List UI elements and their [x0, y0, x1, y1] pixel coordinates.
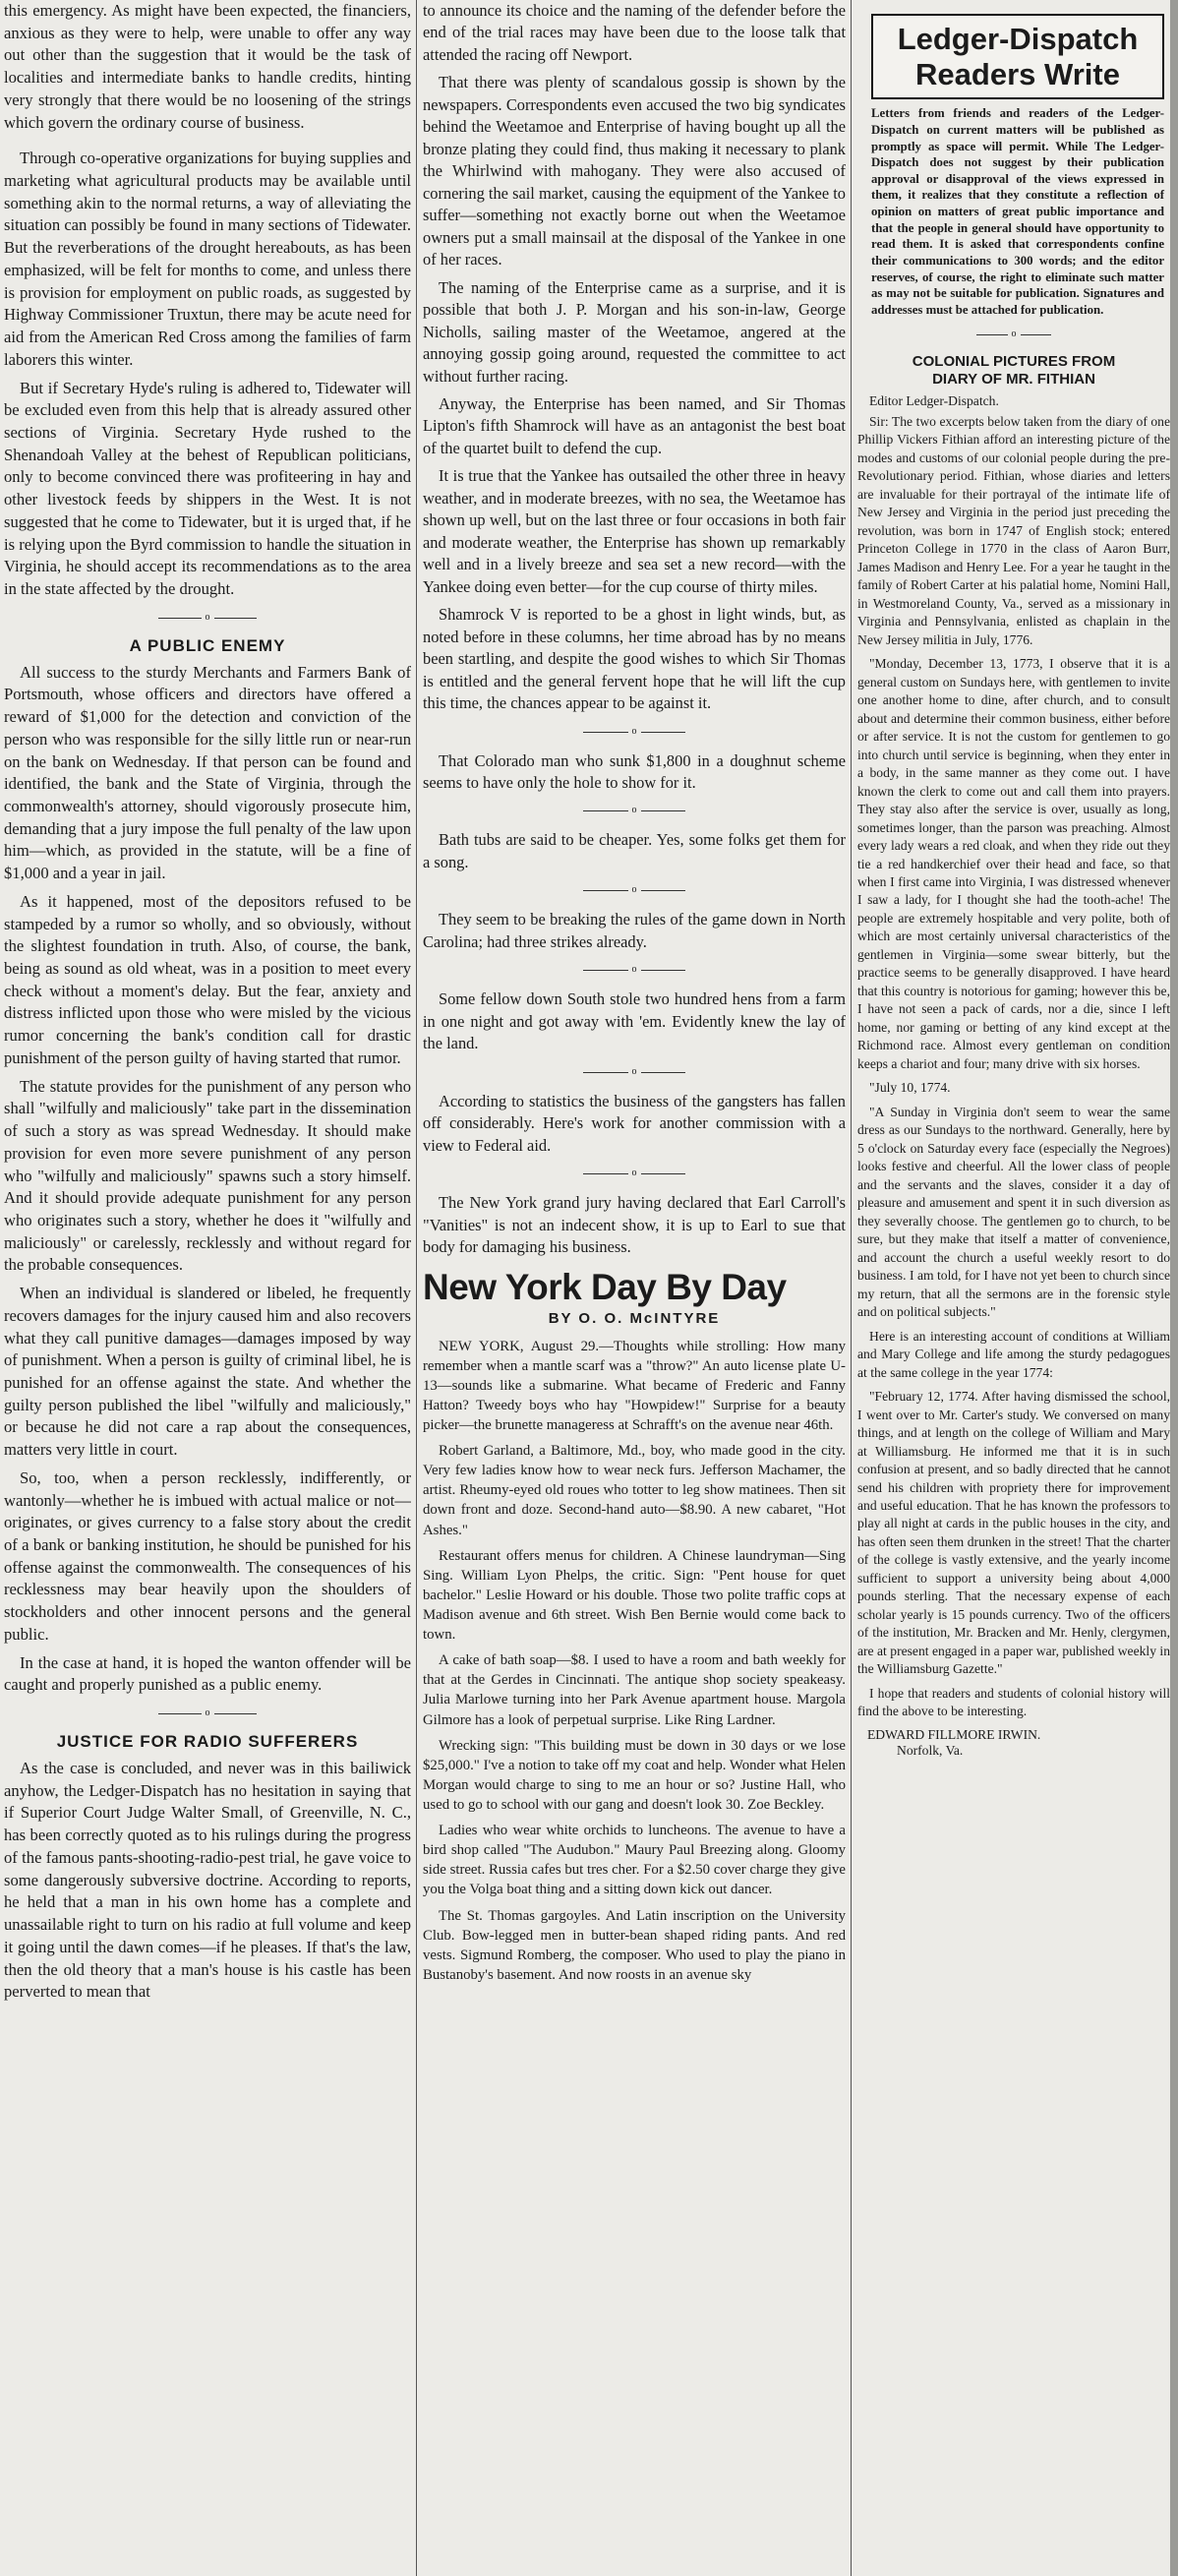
paragraph: Anyway, the Enterprise has been named, and Sir Thomas Lipton's fifth Shamrock will have as an antagonist the best boat of the quartet built to defend the cup. [423, 393, 846, 457]
paragraph: to announce its choice and the naming of the defender before the end of the trial races may have been due to the loose talk that attended the racing off Newport. [423, 1, 846, 64]
masthead-line: Readers Write [915, 56, 1120, 91]
separator: o [4, 613, 411, 623]
paragraph: Through co-operative organizations for buying supplies and marketing what agricultural products may be available until something akin to the normal returns, a way of alleviating the situation can possibly be found in many sections of Tidewater. But the reverberations of the drought hereabouts, as has been emphasized, will be felt for months to come, and unless there is provision for employment on public roads, as suggested by Highway Commissioner Truxtun, there may be acute need for aid from the American Red Cross among the families of farm laborers this winter. [4, 149, 411, 369]
paragraph: Wrecking sign: "This building must be down in 30 days or we lose $25,000." I've a notion to take off my coat and help. Wonder what Helen Morgan would charge to sing to me an hour or so? Justine Hall, who used to go to school with our gang and doesn't look 30. Zoe Beckley. [423, 1737, 846, 1813]
paragraph: Ladies who wear white orchids to luncheons. The avenue to have a bird shop called "The Audubon." Maury Paul Breezing along. Gloomy side street. Russia cafes but tres cher. For a $2.50 cover charge they give you the Volga boat thing and a sitting down kick out dancer. [423, 1823, 846, 1898]
paragraph: "A Sunday in Virginia don't seem to wear the same dress as our Sundays to the northward. Generally, here by 5 o'clock on Saturday every face (especially the Negroes) looks festive and cheerful. All the lower class of people and the servants and the slaves, consider it a day of pleasure and amusement and spent it in such diversion as they severally choose. The gentlemen go to church, to be sure, but they make that itself a matter of convenience, and account the church a useful weekly resort to do business. I am told, for I have not yet been to church since my return, that all the sermons are in the forensic style and on political subjects." [857, 1104, 1170, 1320]
radio-sufferers-editorial [4, 1732, 411, 2004]
paragraph: It is true that the Yankee has outsailed the other three in heavy weather, and in moderate breezes, with no sea, the Weetamoe has shown up well, but on the last three or four occasions in both fair and moderate weather, the Enterprise has shown up remarkably well and in a lively breeze and sea set a new record—with the Yankee doing even better—for the cup course of thirty miles. [423, 466, 846, 596]
separator: o [423, 1168, 846, 1178]
paragraph: NEW YORK, August 29.—Thoughts while strolling: How many remember when a mantle scarf was a "throw?" An auto license plate U-13—sounds like a submarine. What became of Frederic and Fanny Hatton? Tweedy boys who hay "Howpidew!" Surprise for a beauty picker—the brunette manageress at Schrafft's on the avenue near 46th. [423, 1338, 846, 1433]
separator: o [423, 965, 846, 975]
paragraph: Some fellow down South stole two hundred hens from a farm in one night and got away with 'em. Evidently knew the lay of the land. [423, 989, 846, 1053]
column-title: New York Day By Day [423, 1266, 787, 1307]
paragraph: They seem to be breaking the rules of the game down in North Carolina; had three strikes already. [423, 910, 846, 951]
new-york-day-by-day-column [423, 1267, 846, 1985]
paragraph: The New York grand jury having declared that Earl Carroll's "Vanities" is not an indecent show, it is up to Earl to sue that body for damaging his business. [423, 1193, 846, 1257]
paragraph: "July 10, 1774. [869, 1080, 951, 1096]
separator: o [423, 1067, 846, 1077]
column-yacht-and-features [423, 0, 846, 2576]
letter-location: Norfolk, Va. [897, 1742, 964, 1758]
paragraph: The St. Thomas gargoyles. And Latin inscription on the University Club. Bow-legged men in butter-bean shaped riding pants. And red vests. Sigmund Romberg, the composer. Who used to play the piano in Bustanoby's basement. And now roosts in an avenue sky [423, 1907, 846, 1983]
letter-heading-line: COLONIAL PICTURES FROM [912, 353, 1116, 371]
paragraph: All success to the sturdy Merchants and Farmers Bank of Portsmouth, whose officers and directors have offered a reward of $1,000 for the detection and conviction of the person who was responsible for the silly little run or near-run on the bank on Wednesday. If that person can be found and identified, the bank and the State of Virginia, through the commonwealth's attorney, should vigorously prosecute him, demanding that a jury impose the full penalty of the law upon him—which, as provided in the statute, will be a fine of $1,000 and a year in jail. [4, 662, 411, 883]
salutation: Editor Ledger-Dispatch. [869, 393, 999, 409]
paragraph: I hope that readers and students of colonial history will find the above to be interesting. [857, 1685, 1170, 1719]
column-editorials [4, 0, 411, 2576]
paragraph: When an individual is slandered or libeled, he frequently recovers damages for the injury caused him and also recovers what they call punitive damages—damages imposed by way of punishment. When a person is guilty of criminal libel, he is punished for an offense against the state. And whether the guilty person published the libel "wilfully and maliciously," or because he did not care a rap about the consequences, matters very little in court. [4, 1284, 411, 1460]
byline: BY O. O. McINTYRE [548, 1309, 721, 1327]
paragraph: "Monday, December 13, 1773, I observe that it is a general custom on Sundays here, with gentlemen to invite one another home to dine, after church, and to consult about and determine their common business, either before or after service. It is not the custom for gentlemen to go into church until service is beginning, when they enter in a body, in the same manner as they come out. I have known the clerk to come out and call them into prayers. They stay also after the service is over, usually as long, sometimes longer, than the parson was preaching. Almost every lady wears a red cloak, and when they ride out they tie a red handkerchief over their head and face, so that when I first came into Virginia, I was distressed whenever I saw a lady, for I thought she had the tooth-ache! The people are extremely hospitable and very polite, both of which are most certainly universal characteristics of the gentlemen in Virginia—some swear bitterly, but the practice seems to be generally disapproved. I have heard that this country is notorious for gaming; however this be, I have not seen a pack of cards, nor a die, since I left home, nor gaming or betting of any kind except at the Richmond race. Almost every gentleman on condition keeps a chariot and four; many drive with six horses. [857, 656, 1170, 1071]
letter-heading [857, 353, 1170, 389]
paragraph: As it happened, most of the depositors refused to be stampeded by a rumor so wholly, and so obviously, without the slightest foundation in truth. Also, of course, the bank, being as sound as old wheat, was in a position to meet every check without a moment's delay. But the fear, anxiety and distress inflicted upon those who were misled by the vicious rumor concerning the bank's condition call for drastic punishment of the person guilty of having started that rumor. [4, 891, 411, 1067]
paragraph: That Colorado man who sunk $1,800 in a doughnut scheme seems to have only the hole to show for it. [423, 750, 846, 792]
separator: o [423, 727, 846, 737]
readers-write-masthead [871, 14, 1164, 99]
public-enemy-editorial [4, 636, 411, 1697]
paragraph: Robert Garland, a Baltimore, Md., boy, who made good in the city. Very few ladies know how to wear neck furs. Jefferson Machamer, the artist. Rheumy-eyed old roues who totter to leg show matinees. Then sit down front and doze. Second-hand auto—$8.90. A new cabaret, "Hot Ashes." [423, 1443, 846, 1538]
yacht-race-editorial [423, 0, 846, 715]
page-edge [1170, 0, 1178, 2576]
paragraph: As the case is concluded, and never was in this bailiwick anyhow, the Ledger-Dispatch has no hesitation in saying that if Superior Court Judge Walter Small, of Greenville, N. C., has been correctly quoted as to his rulings during the progress of the famous pants-shooting-radio-pest trial, he gave voice to some dangerously subversive doctrine. According to reports, he held that a man in his own home has a complete and unassailable right to turn on his radio at full volume and keep it going until the dawn comes—if he pleases. If that's the law, then the old theory that a man's house is his castle has been perverted to mean that [4, 1759, 411, 2002]
paragraph: That there was plenty of scandalous gossip is shown by the newspapers. Correspondents even accused the two big syndicates behind the Weetamoe and Enterprise of having bought up all the bronze plating they could find, thus making it necessary to plank the Whirlwind with mahogany. They were also accused of cornering the sail market, causing the equipment of the Yankee to suffer—something not exactly borne out when the Weetamoe owners put a small mainsail at the disposal of the Yankee in one of her races. [423, 73, 846, 270]
paragraph: According to statistics the business of the gangsters has fallen off considerably. Here's work for another commission with a view to Federal aid. [423, 1091, 846, 1155]
paragraph: The naming of the Enterprise came as a surprise, and it is possible that both J. P. Morgan and his son-in-law, George Nicholls, sailing master of the Weetamoe, angered at the annoying gossip going around, requested the committee to act without further racing. [423, 277, 846, 386]
drought-editorial [4, 0, 411, 601]
separator: o [423, 806, 846, 815]
column-rule [851, 0, 852, 2576]
paragraph: Here is an interesting account of conditions at William and Mary College and life among the sturdy pedagogues at the same college in the year 1774: [857, 1328, 1170, 1380]
separator: o [857, 329, 1170, 339]
letter-heading-line: DIARY OF MR. FITHIAN [932, 371, 1095, 389]
paragraph: In the case at hand, it is hoped the wanton offender will be caught and properly punished as a public enemy. [4, 1652, 411, 1695]
paragraph: this emergency. As might have been expected, the financiers, anxious as they were to help, were unable to offer any way out other than the suggestion that it would be the task of localities and intermediate banks to handle credits, hinting very strongly that there would be no loosening of the strings which govern the ordinary course of business. [4, 1, 411, 132]
paragraph: But if Secretary Hyde's ruling is adhered to, Tidewater will be excluded even from this help that is already assured other sections of Virginia. Secretary Hyde rushed to the Shenandoah Valley at the behest of Republican politicians, only to become convinced there was profiteering in hay and other livestock feeds by shippers in the West. It is not suggested that he come to Tidewater, but it is urged that, if he is relying upon the Byrd commission to handle the situation in Virginia, he should accept its recommendations as to the area in the state affected by the drought. [4, 378, 411, 598]
separator: o [423, 885, 846, 895]
editorial-heading: A PUBLIC ENEMY [129, 635, 286, 655]
letter-signature: EDWARD FILLMORE IRWIN. [867, 1726, 1041, 1742]
paragraph: Restaurant offers menus for children. A Chinese laundryman—Sing Sing. William Lyon Phelps, the critic. Sign: "Pent house for quet bachelor." Leslie Howard or his double. Those two polite traffic cops at Madison avenue and 6th street. Wish Ben Bernie would come back to town. [423, 1547, 846, 1644]
letters-policy-notice: Letters from friends and readers of the Ledger-Dispatch on current matters will be published as promptly as space will permit. While The Ledger-Dispatch does not suggest by their publication approval or disapproval of the views expressed in them, it realizes that they constitute a reflection of opinion on matters of great public importance and that the people in general should have opportunity to read them. It is asked that correspondents confine their communications to 300 words; and the editor reserves, of course, the right to eliminate such matter as may not be suitable for publication. Signatures and addresses must be attached for publication. [871, 106, 1164, 317]
paragraph: Bath tubs are said to be cheaper. Yes, some folks get them for a song. [423, 830, 846, 871]
paragraph: "February 12, 1774. After having dismissed the school, I went over to Mr. Carter's study. We conversed on many things, and at length on the college of William and Mary at Williamsburg. He informed me that it is in such confusion at present, and so badly directed that he cannot send his children with propriety there for improvement and useful education. That he has known the professors to play all night at cards in the public houses in the city, and has often seen them drunken in the street! That the charter of the college is vastly extensive, and the yearly income sufficient to support a university being about 4,000 pounds sterling. That the necessary expense of each scholar yearly is 15 pounds currency. Two of the officers of the institution, Mr. Bracken and Mr. Henly, clergymen, are at present engaged in a paper war, published weekly in the Williamsburg Gazette." [857, 1389, 1170, 1677]
column-readers-write [857, 0, 1170, 2576]
paragraph: A cake of bath soap—$8. I used to have a room and bath weekly for that at the Gerdes in Cincinnati. The antique shop society speakeasy. Julia Marlowe turning into her Park Avenue apartment house. Margola Gilmore has a look of perpetual surprise. Like Ring Lardner. [423, 1652, 846, 1728]
masthead-line: Ledger-Dispatch [897, 22, 1139, 56]
separator: o [4, 1708, 411, 1718]
editorial-heading: JUSTICE FOR RADIO SUFFERERS [56, 1732, 359, 1752]
paragraph: Shamrock V is reported to be a ghost in light winds, but, as noted before in these columns, her time abroad has by no means been startling, and despite the good wishes to which Sir Thomas is entitled and the general fervent hope that he will lift the cup this time, the chances appear to be against it. [423, 605, 846, 713]
paragraph: So, too, when a person recklessly, indifferently, or wantonly—whether he is imbued with actual malice or not—originates, or gives currency to a false story about the credit of a bank or banking institution, he should be punished for his offense against the commonwealth. The consequences of his recklessness may bear heavily upon the shoulders of stockholders and other innocent persons and the general public. [4, 1468, 411, 1644]
paragraph: The statute provides for the punishment of any person who shall "wilfully and maliciously" take part in the dissemination of such a story as was spread Wednesday. It should make provision for even more severe punishment of any person who "wilfully and maliciously" spawns such a story himself. And it should provide adequate punishment for any person who originates such a story, whether he does it "wilfully and maliciously" or carelessly, recklessly and without regard for the probable consequences. [4, 1076, 411, 1275]
paragraph: Sir: The two excerpts below taken from the diary of one Phillip Vickers Fithian afford an interesting picture of the modes and customs of our colonial people during the pre-Revolutionary period. Fithian, whose diaries and letters are invaluable for their portrayal of the intimate life of New Jersey and Virginia in the period just preceding the revolution, was born in 1747 of English stock; entered Princeton College in 1770 in the class of Aaron Burr, James Madison and Henry Lee. For a year he taught in the family of Robert Carter at his palatial home, Nomini Hall, in Westmoreland County, Va., served as a missionary in Virginia and Pennsylvania, enlisted as chaplain in the New Jersey militia in July, 1776. [857, 413, 1170, 647]
column-rule [416, 0, 417, 2576]
